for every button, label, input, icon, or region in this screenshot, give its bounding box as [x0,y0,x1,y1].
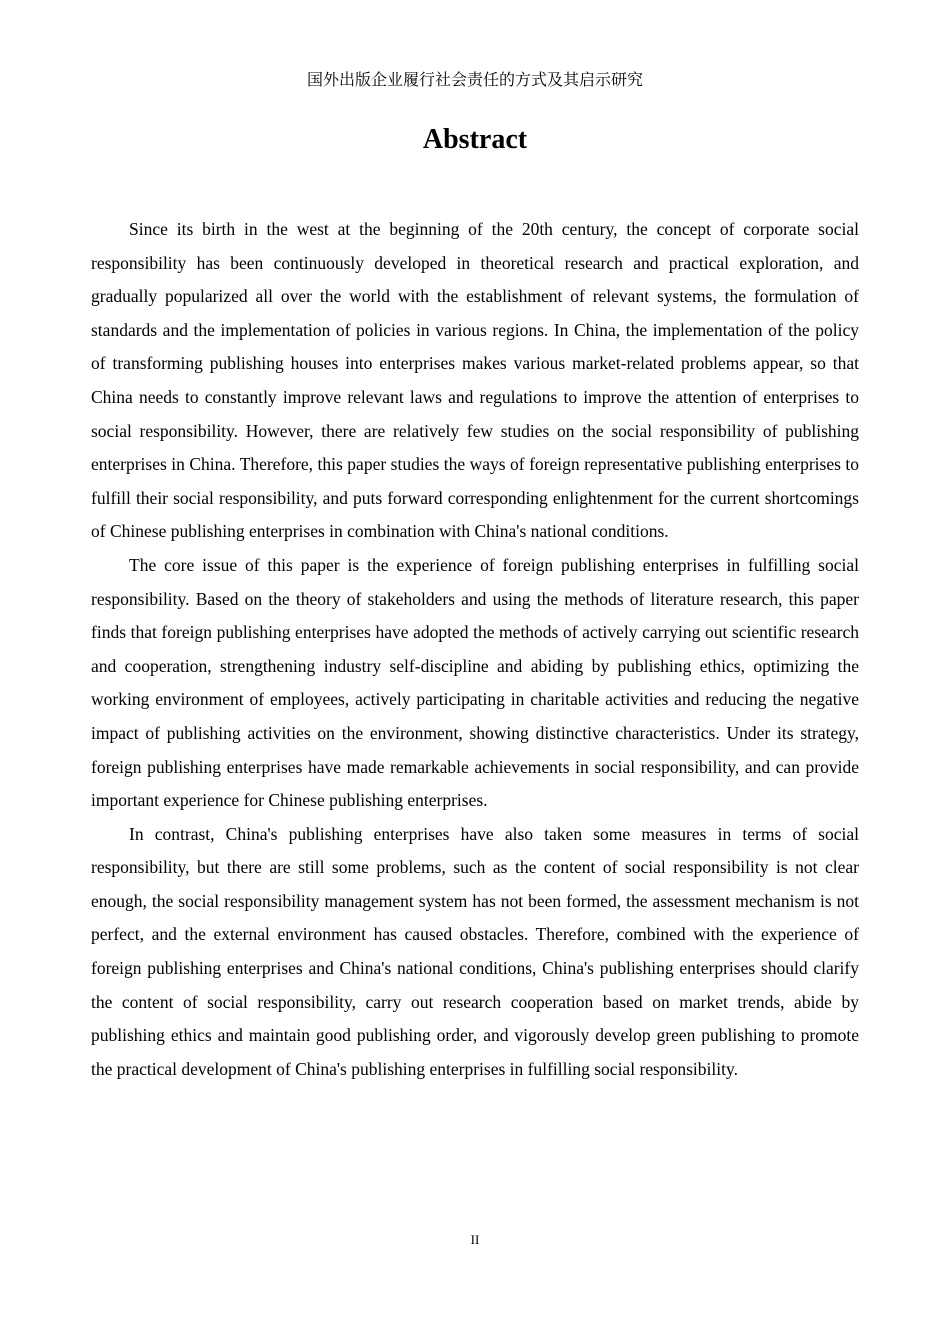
abstract-paragraph-1: Since its birth in the west at the beginning of the 20th century, the concept of corporate social responsibility has been continuously developed in theoretical research and practical exploration, and gradually popularized all over the world with the establishment of relevant systems, the formulation of standards and the implementation of policies in various regions. In China, the implementation of the policy of transforming publishing houses into enterprises makes various market-related problems appear, so that China needs to constantly improve relevant laws and regulations to improve the attention of enterprises to social responsibility. However, there are relatively few studies on the social responsibility of publishing enterprises in China. Therefore, this paper studies the ways of foreign representative publishing enterprises to fulfill their social responsibility, and puts forward corresponding enlightenment for the current shortcomings of Chinese publishing enterprises in combination with China's national conditions. [91,219,859,542]
running-header: 国外出版企业履行社会责任的方式及其启示研究 [306,70,643,89]
abstract-title: Abstract [422,124,528,155]
abstract-paragraph-2: The core issue of this paper is the experience of foreign publishing enterprises in fulfilling social responsibility. Based on the theory of stakeholders and using the methods of literature research, this paper finds that foreign publishing enterprises have adopted the methods of actively carrying out scientific research and cooperation, strengthening industry self-discipline and abiding by publishing ethics, optimizing the working environment of employees, actively participating in charitable activities and reducing the negative impact of publishing activities on the environment, showing distinctive characteristics. Under its strategy, foreign publishing enterprises have made remarkable achievements in social responsibility, and can provide important experience for Chinese publishing enterprises. [91,554,859,811]
abstract-body [91,213,859,1086]
page-number: II [470,1232,480,1247]
abstract-paragraph-3: In contrast, China's publishing enterprises have also taken some measures in terms of social responsibility, but there are still some problems, such as the content of social responsibility is not clear enough, the social responsibility management system has not been formed, the assessment mechanism is not perfect, and the external environment has caused obstacles. Therefore, combined with the experience of foreign publishing enterprises and China's national conditions, China's publishing enterprises should clarify the content of social responsibility, carry out research cooperation based on market trends, abide by publishing ethics and maintain good publishing order, and vigorously develop green publishing to promote the practical development of China's publishing enterprises in fulfilling social responsibility. [91,823,859,1079]
